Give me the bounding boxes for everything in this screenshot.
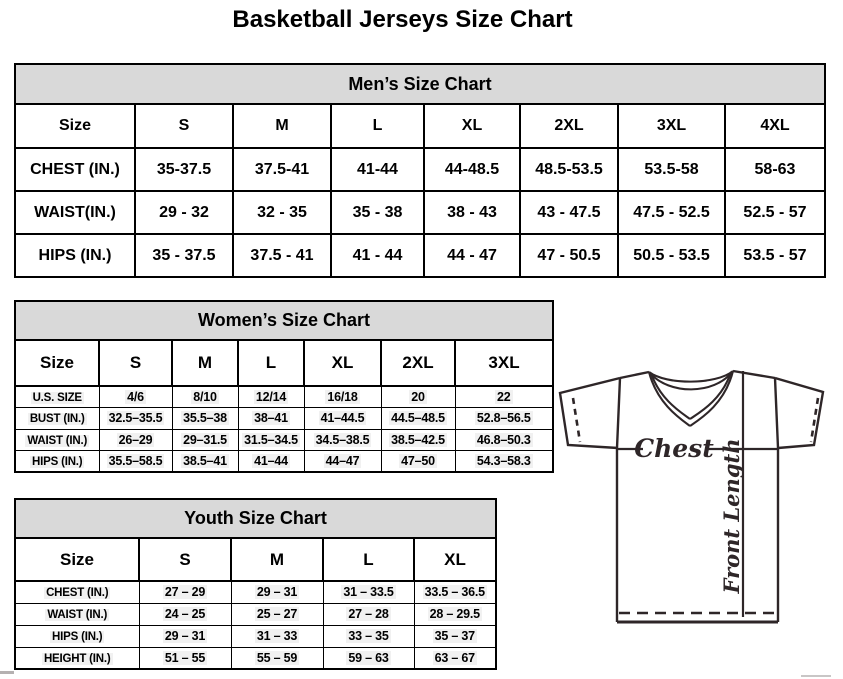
mens-size-table [14,63,826,278]
size-value-cell: 37.5-41 [233,148,331,191]
row-label: HEIGHT (IN.) [15,647,139,669]
chest-label: Chest [634,434,714,463]
size-value-cell: 38–41 [238,407,304,429]
size-value-cell: 41–44 [238,450,304,472]
size-value-cell: 41-44 [331,148,424,191]
youth-size-table [14,498,497,670]
size-value-cell: 58-63 [725,148,825,191]
size-value-cell: 29–31.5 [172,429,238,450]
row-label: HIPS (IN.) [15,625,139,647]
youth-chart-title: Youth Size Chart [15,499,496,538]
edge-artifact-right [801,675,831,677]
size-value-cell: 37.5 - 41 [233,234,331,277]
size-value-cell: 31 – 33.5 [323,581,414,603]
column-header-xl: XL [304,340,381,386]
size-value-cell: 35.5–58.5 [99,450,172,472]
mens-chart-title: Men’s Size Chart [15,64,825,104]
size-value-cell: 63 – 67 [414,647,496,669]
column-header-3xl: 3XL [618,104,725,148]
womens-chart-title: Women’s Size Chart [15,301,553,340]
table-row [15,148,825,191]
page-title: Basketball Jerseys Size Chart [232,6,573,33]
size-value-cell: 44 - 47 [424,234,520,277]
column-header-s: S [135,104,233,148]
size-value-cell: 53.5-58 [618,148,725,191]
size-value-cell: 29 - 32 [135,191,233,234]
row-label: HIPS (IN.) [15,450,99,472]
size-value-cell: 53.5 - 57 [725,234,825,277]
size-value-cell: 35.5–38 [172,407,238,429]
size-value-cell: 28 – 29.5 [414,603,496,625]
column-header-xl: XL [414,538,496,581]
size-value-cell: 29 – 31 [231,581,323,603]
row-label: CHEST (IN.) [15,148,135,191]
size-value-cell: 31.5–34.5 [238,429,304,450]
size-value-cell: 22 [455,386,553,407]
size-value-cell: 44-48.5 [424,148,520,191]
size-value-cell: 52.5 - 57 [725,191,825,234]
table-row [15,429,553,450]
edge-artifact-left [0,671,14,674]
table-row [15,191,825,234]
column-header-size: Size [15,104,135,148]
column-header-s: S [139,538,231,581]
table-row [15,647,496,669]
size-value-cell: 4/6 [99,386,172,407]
table-row [15,625,496,647]
size-value-cell: 35 - 37.5 [135,234,233,277]
womens-size-table [14,300,554,473]
size-value-cell: 34.5–38.5 [304,429,381,450]
column-header-size: Size [15,340,99,386]
size-value-cell: 8/10 [172,386,238,407]
size-value-cell: 44.5–48.5 [381,407,455,429]
row-label: WAIST(IN.) [15,191,135,234]
row-label: HIPS (IN.) [15,234,135,277]
size-value-cell: 43 - 47.5 [520,191,618,234]
size-value-cell: 12/14 [238,386,304,407]
size-value-cell: 31 – 33 [231,625,323,647]
table-row [15,450,553,472]
column-header-3xl: 3XL [455,340,553,386]
column-header-m: M [231,538,323,581]
table-row [15,386,553,407]
column-header-l: L [331,104,424,148]
size-value-cell: 38.5–42.5 [381,429,455,450]
column-header-xl: XL [424,104,520,148]
size-value-cell: 20 [381,386,455,407]
column-header-s: S [99,340,172,386]
size-value-cell: 44–47 [304,450,381,472]
column-header-m: M [233,104,331,148]
table-row [15,581,496,603]
size-value-cell: 47 - 50.5 [520,234,618,277]
size-value-cell: 41–44.5 [304,407,381,429]
column-header-l: L [323,538,414,581]
column-header-4xl: 4XL [725,104,825,148]
measurement-lines [617,371,778,617]
size-value-cell: 33.5 – 36.5 [414,581,496,603]
column-header-size: Size [15,538,139,581]
jersey-outline-icon [560,371,823,622]
size-value-cell: 35 – 37 [414,625,496,647]
size-value-cell: 35 - 38 [331,191,424,234]
size-value-cell: 25 – 27 [231,603,323,625]
row-label: WAIST (IN.) [15,429,99,450]
table-row [15,603,496,625]
size-value-cell: 38.5–41 [172,450,238,472]
size-value-cell: 29 – 31 [139,625,231,647]
size-value-cell: 47–50 [381,450,455,472]
table-row [15,407,553,429]
size-value-cell: 59 – 63 [323,647,414,669]
size-value-cell: 51 – 55 [139,647,231,669]
size-value-cell: 32 - 35 [233,191,331,234]
row-label: BUST (IN.) [15,407,99,429]
size-value-cell: 48.5-53.5 [520,148,618,191]
size-value-cell: 27 – 28 [323,603,414,625]
size-value-cell: 27 – 29 [139,581,231,603]
column-header-m: M [172,340,238,386]
size-value-cell: 50.5 - 53.5 [618,234,725,277]
size-value-cell: 35-37.5 [135,148,233,191]
row-label: CHEST (IN.) [15,581,139,603]
front-length-label: Front Length [719,438,744,594]
size-value-cell: 41 - 44 [331,234,424,277]
row-label: WAIST (IN.) [15,603,139,625]
size-value-cell: 32.5–35.5 [99,407,172,429]
size-value-cell: 24 – 25 [139,603,231,625]
size-value-cell: 52.8–56.5 [455,407,553,429]
column-header-2xl: 2XL [381,340,455,386]
jersey-measurement-diagram [550,356,838,632]
row-label: U.S. SIZE [15,386,99,407]
size-value-cell: 26–29 [99,429,172,450]
size-value-cell: 38 - 43 [424,191,520,234]
size-value-cell: 33 – 35 [323,625,414,647]
size-value-cell: 54.3–58.3 [455,450,553,472]
size-value-cell: 46.8–50.3 [455,429,553,450]
size-value-cell: 16/18 [304,386,381,407]
size-value-cell: 55 – 59 [231,647,323,669]
table-row [15,234,825,277]
column-header-2xl: 2XL [520,104,618,148]
column-header-l: L [238,340,304,386]
size-value-cell: 47.5 - 52.5 [618,191,725,234]
